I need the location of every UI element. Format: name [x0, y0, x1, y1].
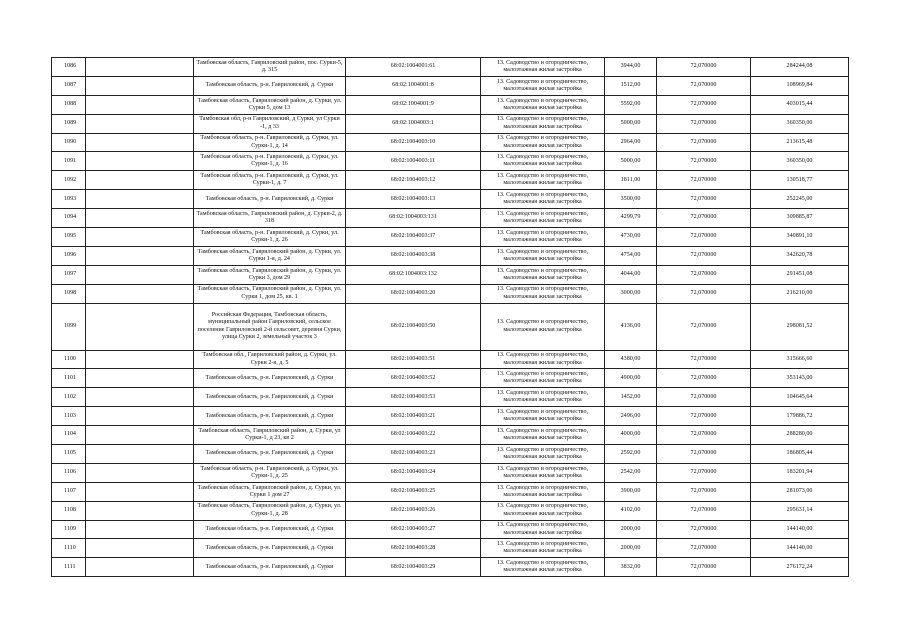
specific-value-cell: 72,070000: [657, 303, 751, 350]
table-row: [52, 228, 849, 247]
empty-cell: [86, 265, 194, 284]
table-row: [52, 350, 849, 369]
cadastral-value-cell: 284244,08: [751, 58, 849, 77]
cadastral-number-cell: 68:02:1004003:12: [346, 171, 481, 190]
area-cell: 3900,00: [605, 482, 657, 501]
table-row: [52, 558, 849, 577]
area-cell: 2542,00: [605, 463, 657, 482]
cadastral-value-cell: 179886,72: [751, 407, 849, 426]
cadastral-value-cell: 295631,14: [751, 501, 849, 520]
row-number-cell: 1099: [52, 303, 86, 350]
empty-cell: [86, 190, 194, 209]
cadastral-number-cell: 68:02:1004001:8: [346, 76, 481, 95]
cadastral-value-cell: 342620,78: [751, 246, 849, 265]
cadastral-number-cell: 68:02:1004003:38: [346, 246, 481, 265]
table-row: [52, 133, 849, 152]
specific-value-cell: 72,070000: [657, 463, 751, 482]
cadastral-number-cell: 68:02:1004003:13: [346, 190, 481, 209]
empty-cell: [86, 95, 194, 114]
cadastral-number-cell: 68:02:1004003:29: [346, 558, 481, 577]
table-row: [52, 58, 849, 77]
area-cell: 2000,00: [605, 539, 657, 558]
cadastral-number-cell: 68:02:1004003:132: [346, 265, 481, 284]
land-register-table: [51, 57, 849, 577]
land-use-cell: 13. Садоводство и огородничество, малоэтажная жилая застройка: [481, 350, 605, 369]
land-use-cell: 13. Садоводство и огородничество, малоэтажная жилая застройка: [481, 388, 605, 407]
land-use-cell: 13. Садоводство и огородничество, малоэтажная жилая застройка: [481, 190, 605, 209]
specific-value-cell: 72,070000: [657, 133, 751, 152]
address-cell: Тамбовская область, р-н. Гавриловский, д. Сурки: [194, 190, 346, 209]
row-number-cell: 1102: [52, 388, 86, 407]
table-row: [52, 501, 849, 520]
table-row: [52, 190, 849, 209]
table-row: [52, 246, 849, 265]
address-cell: Тамбовская область, Гавриловский район, д. Сурки, ул. Сурки 1, дом 25, кв. 1: [194, 284, 346, 303]
land-use-cell: 13. Садоводство и огородничество, малоэтажная жилая застройка: [481, 246, 605, 265]
specific-value-cell: 72,070000: [657, 388, 751, 407]
row-number-cell: 1107: [52, 482, 86, 501]
land-use-cell: 13. Садоводство и огородничество, малоэтажная жилая застройка: [481, 463, 605, 482]
area-cell: 1452,00: [605, 388, 657, 407]
address-cell: Тамбовская область, р-н. Гавриловский, д. Сурки: [194, 539, 346, 558]
cadastral-number-cell: 68:02:1004003:27: [346, 520, 481, 539]
address-cell: Тамбовская область, Гавриловский район, д. Сурки, ул Сурки-1, д 23, кв 2: [194, 426, 346, 445]
cadastral-number-cell: 68:02:1004003:37: [346, 228, 481, 247]
table-row: [52, 520, 849, 539]
specific-value-cell: 72,070000: [657, 520, 751, 539]
row-number-cell: 1094: [52, 209, 86, 228]
address-cell: Тамбовская область, Гавриловский район, д. Сурки, ул. Сурки 1-я, д. 24: [194, 246, 346, 265]
empty-cell: [86, 426, 194, 445]
table-row: [52, 539, 849, 558]
row-number-cell: 1105: [52, 445, 86, 464]
row-number-cell: 1097: [52, 265, 86, 284]
table-row: [52, 482, 849, 501]
address-cell: Тамбовская область, р-н. Гавриловский, д. Сурки: [194, 445, 346, 464]
land-use-cell: 13. Садоводство и огородничество, малоэтажная жилая застройка: [481, 152, 605, 171]
land-use-cell: 13. Садоводство и огородничество, малоэтажная жилая застройка: [481, 501, 605, 520]
row-number-cell: 1104: [52, 426, 86, 445]
address-cell: Тамбовская область, р-н. Гавриловский, д. Сурки, ул. Сурки-1, д. 14: [194, 133, 346, 152]
empty-cell: [86, 445, 194, 464]
land-use-cell: 13. Садоводство и огородничество, малоэтажная жилая застройка: [481, 520, 605, 539]
cadastral-value-cell: 315666,60: [751, 350, 849, 369]
table-row: [52, 95, 849, 114]
address-cell: Тамбовская обл., Гавриловский район, д. Сурки, ул. Сурки 2-я, д. 5: [194, 350, 346, 369]
table-row: [52, 265, 849, 284]
specific-value-cell: 72,070000: [657, 152, 751, 171]
empty-cell: [86, 388, 194, 407]
specific-value-cell: 72,070000: [657, 209, 751, 228]
land-use-cell: 13. Садоводство и огородничество, малоэтажная жилая застройка: [481, 171, 605, 190]
area-cell: 5592,00: [605, 95, 657, 114]
table-row: [52, 209, 849, 228]
cadastral-value-cell: 186805,44: [751, 445, 849, 464]
row-number-cell: 1086: [52, 58, 86, 77]
specific-value-cell: 72,070000: [657, 95, 751, 114]
table-row: [52, 303, 849, 350]
empty-cell: [86, 58, 194, 77]
empty-cell: [86, 407, 194, 426]
specific-value-cell: 72,070000: [657, 190, 751, 209]
area-cell: 2592,00: [605, 445, 657, 464]
land-use-cell: 13. Садоводство и огородничество, малоэтажная жилая застройка: [481, 539, 605, 558]
area-cell: 4299,79: [605, 209, 657, 228]
land-use-cell: 13. Садоводство и огородничество, малоэтажная жилая застройка: [481, 284, 605, 303]
land-use-cell: 13. Садоводство и огородничество, малоэтажная жилая застройка: [481, 445, 605, 464]
cadastral-number-cell: 68:02:1004003:51: [346, 350, 481, 369]
row-number-cell: 1093: [52, 190, 86, 209]
table-row: [52, 388, 849, 407]
cadastral-value-cell: 276172,24: [751, 558, 849, 577]
area-cell: 4136,00: [605, 303, 657, 350]
row-number-cell: 1098: [52, 284, 86, 303]
row-number-cell: 1092: [52, 171, 86, 190]
cadastral-number-cell: 68:02:1004003:53: [346, 388, 481, 407]
address-cell: Российская Федерация, Тамбовская область, муниципальный район Гавриловский, сельское поселение Гавриловский 2-й сельсовет, деревня Сурки, улица Сурки 2, земельный участок 3: [194, 303, 346, 350]
land-use-cell: 13. Садоводство и огородничество, малоэтажная жилая застройка: [481, 114, 605, 133]
empty-cell: [86, 209, 194, 228]
specific-value-cell: 72,070000: [657, 407, 751, 426]
address-cell: Тамбовская область, р-н. Гавриловский, д. Сурки, ул. Сурки-1, д. 26: [194, 228, 346, 247]
specific-value-cell: 72,070000: [657, 58, 751, 77]
cadastral-value-cell: 183201,94: [751, 463, 849, 482]
empty-cell: [86, 539, 194, 558]
area-cell: 4380,00: [605, 350, 657, 369]
cadastral-value-cell: 213615,48: [751, 133, 849, 152]
area-cell: 4102,00: [605, 501, 657, 520]
row-number-cell: 1108: [52, 501, 86, 520]
specific-value-cell: 72,070000: [657, 558, 751, 577]
empty-cell: [86, 520, 194, 539]
land-use-cell: 13. Садоводство и огородничество, малоэтажная жилая застройка: [481, 369, 605, 388]
land-use-cell: 13. Садоводство и огородничество, малоэтажная жилая застройка: [481, 95, 605, 114]
land-use-cell: 13. Садоводство и огородничество, малоэтажная жилая застройка: [481, 303, 605, 350]
address-cell: Тамбовская область, р-н. Гавриловский, д. Сурки, ул. Сурки-1, д. 25: [194, 463, 346, 482]
table-row: [52, 114, 849, 133]
address-cell: Тамбовская область, Гавриловский район, д. Сурки, ул. Сурки 5, дом 13: [194, 95, 346, 114]
cadastral-value-cell: 130518,77: [751, 171, 849, 190]
empty-cell: [86, 303, 194, 350]
empty-cell: [86, 463, 194, 482]
row-number-cell: 1101: [52, 369, 86, 388]
cadastral-number-cell: 68:02:1004003:1: [346, 114, 481, 133]
cadastral-value-cell: 403015,44: [751, 95, 849, 114]
table-row: [52, 463, 849, 482]
land-use-cell: 13. Садоводство и огородничество, малоэтажная жилая застройка: [481, 76, 605, 95]
cadastral-value-cell: 144140,00: [751, 539, 849, 558]
table-row: [52, 152, 849, 171]
cadastral-number-cell: 68:02:1004003:23: [346, 445, 481, 464]
area-cell: 4900,00: [605, 369, 657, 388]
area-cell: 3000,00: [605, 284, 657, 303]
table-body: [52, 58, 849, 577]
specific-value-cell: 72,070000: [657, 482, 751, 501]
cadastral-number-cell: 68:02:1004001:9: [346, 95, 481, 114]
cadastral-value-cell: 353143,00: [751, 369, 849, 388]
row-number-cell: 1096: [52, 246, 86, 265]
row-number-cell: 1087: [52, 76, 86, 95]
land-use-cell: 13. Садоводство и огородничество, малоэтажная жилая застройка: [481, 482, 605, 501]
row-number-cell: 1103: [52, 407, 86, 426]
land-use-cell: 13. Садоводство и огородничество, малоэтажная жилая застройка: [481, 407, 605, 426]
address-cell: Тамбовская область, р-н. Гавриловский, д. Сурки: [194, 520, 346, 539]
table-row: [52, 445, 849, 464]
specific-value-cell: 72,070000: [657, 426, 751, 445]
area-cell: 3944,00: [605, 58, 657, 77]
cadastral-value-cell: 360350,00: [751, 152, 849, 171]
specific-value-cell: 72,070000: [657, 369, 751, 388]
area-cell: 2000,00: [605, 520, 657, 539]
land-use-cell: 13. Садоводство и огородничество, малоэтажная жилая застройка: [481, 426, 605, 445]
empty-cell: [86, 114, 194, 133]
row-number-cell: 1109: [52, 520, 86, 539]
empty-cell: [86, 228, 194, 247]
row-number-cell: 1089: [52, 114, 86, 133]
empty-cell: [86, 369, 194, 388]
specific-value-cell: 72,070000: [657, 246, 751, 265]
table-row: [52, 369, 849, 388]
empty-cell: [86, 501, 194, 520]
empty-cell: [86, 482, 194, 501]
empty-cell: [86, 133, 194, 152]
row-number-cell: 1095: [52, 228, 86, 247]
cadastral-value-cell: 309885,87: [751, 209, 849, 228]
empty-cell: [86, 284, 194, 303]
land-use-cell: 13. Садоводство и огородничество, малоэтажная жилая застройка: [481, 133, 605, 152]
cadastral-number-cell: 68:02:1004001:61: [346, 58, 481, 77]
specific-value-cell: 72,070000: [657, 284, 751, 303]
cadastral-value-cell: 298081,52: [751, 303, 849, 350]
table-row: [52, 407, 849, 426]
cadastral-value-cell: 108969,84: [751, 76, 849, 95]
land-use-cell: 13. Садоводство и огородничество, малоэтажная жилая застройка: [481, 228, 605, 247]
area-cell: 3832,00: [605, 558, 657, 577]
specific-value-cell: 72,070000: [657, 171, 751, 190]
cadastral-value-cell: 340891,10: [751, 228, 849, 247]
address-cell: Тамбовская область, Гавриловский район, д. Сурки, ул. Сурки 1 дом 27: [194, 482, 346, 501]
area-cell: 2496,00: [605, 407, 657, 426]
address-cell: Тамбовская область, Гавриловский район, д. Сурки-2, д. 318: [194, 209, 346, 228]
cadastral-number-cell: 68:02:1004003:50: [346, 303, 481, 350]
area-cell: 4000,00: [605, 426, 657, 445]
cadastral-value-cell: 360350,00: [751, 114, 849, 133]
row-number-cell: 1090: [52, 133, 86, 152]
address-cell: Тамбовская обл, р-н Гавриловский, д Сурки, ул Сурки -1, д 33: [194, 114, 346, 133]
specific-value-cell: 72,070000: [657, 228, 751, 247]
area-cell: 4754,00: [605, 246, 657, 265]
specific-value-cell: 72,070000: [657, 501, 751, 520]
row-number-cell: 1100: [52, 350, 86, 369]
cadastral-number-cell: 68:02:1004003:11: [346, 152, 481, 171]
specific-value-cell: 72,070000: [657, 265, 751, 284]
cadastral-number-cell: 68:02:1004003:52: [346, 369, 481, 388]
empty-cell: [86, 246, 194, 265]
area-cell: 1512,00: [605, 76, 657, 95]
empty-cell: [86, 171, 194, 190]
cadastral-number-cell: 68:02:1004003:10: [346, 133, 481, 152]
cadastral-number-cell: 68:02:1004003:25: [346, 482, 481, 501]
cadastral-number-cell: 68:02:1004003:26: [346, 501, 481, 520]
row-number-cell: 1110: [52, 539, 86, 558]
table-row: [52, 426, 849, 445]
row-number-cell: 1111: [52, 558, 86, 577]
cadastral-value-cell: 252245,00: [751, 190, 849, 209]
row-number-cell: 1091: [52, 152, 86, 171]
address-cell: Тамбовская область, Гавриловский район, д. Сурки, ул. Сурки-1, д. 28: [194, 501, 346, 520]
cadastral-number-cell: 68:02:1004003:28: [346, 539, 481, 558]
cadastral-number-cell: 68:02:1004003:20: [346, 284, 481, 303]
specific-value-cell: 72,070000: [657, 445, 751, 464]
area-cell: 1811,00: [605, 171, 657, 190]
cadastral-value-cell: 144140,00: [751, 520, 849, 539]
area-cell: 4730,00: [605, 228, 657, 247]
address-cell: Тамбовская область, Гавриловский район, пос. Сурки-5, д. 315: [194, 58, 346, 77]
cadastral-number-cell: 68:02:1004003:21: [346, 407, 481, 426]
empty-cell: [86, 558, 194, 577]
area-cell: 5000,00: [605, 114, 657, 133]
land-use-cell: 13. Садоводство и огородничество, малоэтажная жилая застройка: [481, 558, 605, 577]
address-cell: Тамбовская область, р-н. Гавриловский, д. Сурки, ул. Сурки-1, д. 7: [194, 171, 346, 190]
empty-cell: [86, 350, 194, 369]
address-cell: Тамбовская область, р-н. Гавриловский, д. Сурки: [194, 76, 346, 95]
address-cell: Тамбовская область, Гавриловский район, д. Сурки, ул. Сурки 3, дом 29: [194, 265, 346, 284]
table-row: [52, 284, 849, 303]
cadastral-number-cell: 68:02:1004003:22: [346, 426, 481, 445]
address-cell: Тамбовская область, р-н. Гавриловский, д. Сурки: [194, 558, 346, 577]
row-number-cell: 1106: [52, 463, 86, 482]
area-cell: 3500,00: [605, 190, 657, 209]
specific-value-cell: 72,070000: [657, 539, 751, 558]
cadastral-value-cell: 291451,08: [751, 265, 849, 284]
address-cell: Тамбовская область, р-н. Гавриловский, д. Сурки: [194, 407, 346, 426]
address-cell: Тамбовская область, р-н. Гавриловский, д. Сурки: [194, 388, 346, 407]
empty-cell: [86, 152, 194, 171]
specific-value-cell: 72,070000: [657, 114, 751, 133]
address-cell: Тамбовская область, р-н. Гавриловский, д. Сурки: [194, 369, 346, 388]
empty-cell: [86, 76, 194, 95]
table-row: [52, 76, 849, 95]
row-number-cell: 1088: [52, 95, 86, 114]
cadastral-number-cell: 68:02:1004003:131: [346, 209, 481, 228]
address-cell: Тамбовская область, р-н. Гавриловский, д. Сурки, ул. Сурки-1, д. 16: [194, 152, 346, 171]
land-use-cell: 13. Садоводство и огородничество, малоэтажная жилая застройка: [481, 209, 605, 228]
area-cell: 2964,00: [605, 133, 657, 152]
cadastral-value-cell: 281073,00: [751, 482, 849, 501]
land-use-cell: 13. Садоводство и огородничество, малоэтажная жилая застройка: [481, 265, 605, 284]
cadastral-value-cell: 104645,64: [751, 388, 849, 407]
area-cell: 4044,00: [605, 265, 657, 284]
cadastral-value-cell: 216210,00: [751, 284, 849, 303]
cadastral-value-cell: 288280,00: [751, 426, 849, 445]
area-cell: 5000,00: [605, 152, 657, 171]
specific-value-cell: 72,070000: [657, 76, 751, 95]
land-use-cell: 13. Садоводство и огородничество, малоэтажная жилая застройка: [481, 58, 605, 77]
specific-value-cell: 72,070000: [657, 350, 751, 369]
table-row: [52, 171, 849, 190]
cadastral-number-cell: 68:02:1004003:24: [346, 463, 481, 482]
